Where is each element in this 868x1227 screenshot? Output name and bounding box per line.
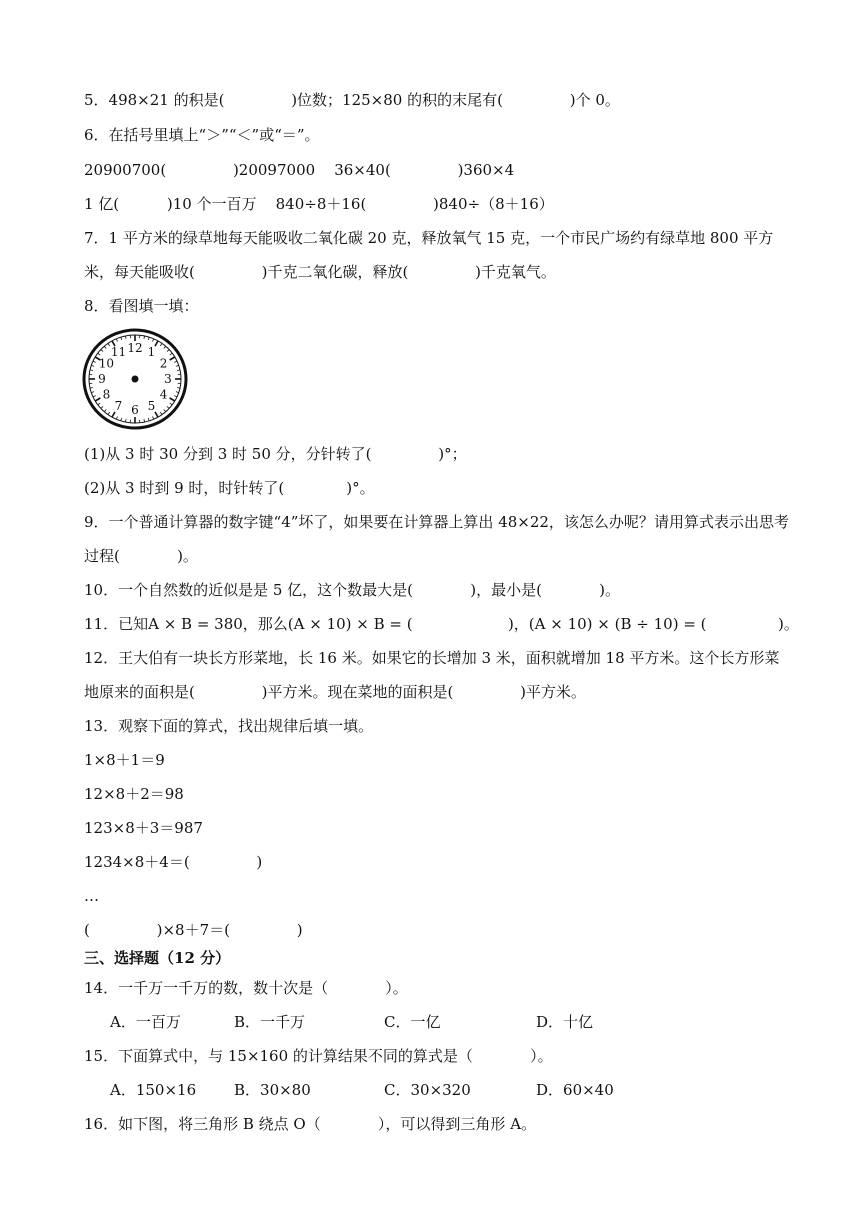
question-5-text: 5．498×21 的积是( )位数；125×80 的积的末尾有( )个 0。 <box>84 91 620 109</box>
pattern-row-2 <box>84 784 184 804</box>
clock-tick <box>108 343 110 345</box>
question-6-row-1-text: 20900700( )20097000 36×40( )360×4 <box>84 161 515 179</box>
clock-number-10: 10 <box>98 356 115 371</box>
clock-tick <box>152 416 153 419</box>
clock-tick <box>91 392 94 393</box>
clock-number-9: 9 <box>98 372 106 386</box>
clock-tick <box>160 412 162 414</box>
clock-number-3: 3 <box>164 372 172 386</box>
question-9-line-2-text: 过程( )。 <box>84 547 198 565</box>
question-12-line-1 <box>84 648 779 668</box>
clock-tick <box>93 361 96 362</box>
clock-tick <box>104 346 106 348</box>
pattern-row-3 <box>84 818 203 838</box>
clock-tick <box>155 412 158 417</box>
q14-option-b[interactable]: B．一千万 <box>234 1013 306 1031</box>
question-8-part-1 <box>84 444 467 464</box>
pattern-ellipsis <box>84 886 99 906</box>
question-9-line-1 <box>84 512 789 532</box>
clock-tick <box>170 403 172 405</box>
clock-tick <box>101 350 103 352</box>
question-6-prompt-text: 6．在括号里填上“＞”“＜”或“＝”。 <box>84 126 320 144</box>
question-11-text: 11．已知A × B = 380，那么(A × 10) × B = ( )，(A × 10) × (B ÷ 10) = ( )。 <box>84 615 799 633</box>
pattern-row-3-text: 123×8＋3＝987 <box>84 819 203 837</box>
clock-tick <box>98 353 100 355</box>
question-8-prompt-text: 8．看图填一填： <box>84 297 199 315</box>
q15-option-b[interactable]: B．30×80 <box>234 1081 311 1099</box>
section-3-heading <box>84 948 230 968</box>
clock-tick <box>116 416 117 419</box>
question-10 <box>84 580 620 600</box>
pattern-row-4-text: 1234×8＋4＝( ) <box>84 853 263 871</box>
question-8-part-1-text: (1)从 3 时 30 分到 3 时 50 分，分针转了( )°； <box>84 445 467 463</box>
pattern-row-7 <box>84 920 303 940</box>
clock-number-4: 4 <box>159 387 168 402</box>
clock-number-7: 7 <box>114 398 123 413</box>
pattern-ellipsis-text: … <box>84 887 99 905</box>
clock-tick <box>101 406 103 408</box>
q15-option-d[interactable]: D．60×40 <box>536 1081 614 1099</box>
question-6-row-2 <box>84 194 554 214</box>
clock-number-6: 6 <box>131 403 139 417</box>
question-14 <box>84 978 408 998</box>
pattern-row-1 <box>84 750 165 770</box>
clock-tick <box>152 339 153 342</box>
clock-tick <box>98 403 100 405</box>
pattern-row-2-text: 12×8＋2＝98 <box>84 785 184 803</box>
clock-tick <box>167 406 169 408</box>
question-7-line-1 <box>84 228 773 248</box>
question-12-line-1-text: 12．王大伯有一块长方形菜地，长 16 米。如果它的长增加 3 米，面积就增加 18 平方米。这个长方形菜 <box>84 649 780 667</box>
clock-tick <box>174 361 177 362</box>
question-16 <box>84 1114 536 1134</box>
question-11 <box>84 614 799 634</box>
question-13-prompt-text: 13．观察下面的算式，找出规律后填一填。 <box>84 717 374 735</box>
clock-tick <box>170 353 172 355</box>
clock-tick <box>170 357 175 360</box>
q15-option-a[interactable]: A．150×16 <box>110 1081 197 1099</box>
question-8-part-2-text: (2)从 3 时到 9 时，时针转了( )°。 <box>84 479 375 497</box>
clock-tick <box>121 337 122 340</box>
clock-tick <box>144 419 145 422</box>
clock-tick <box>116 339 117 342</box>
pattern-row-4 <box>84 852 262 872</box>
clock-tick <box>177 388 180 389</box>
clock-tick <box>90 388 93 389</box>
clock-number-11: 11 <box>110 345 127 360</box>
clock-tick <box>93 396 96 397</box>
question-12-line-2 <box>84 682 586 702</box>
clock-tick <box>91 365 94 366</box>
clock-tick <box>90 370 93 371</box>
pattern-row-7-text: ( )×8＋7＝( ) <box>84 921 303 939</box>
q15-option-c[interactable]: C．30×320 <box>384 1081 471 1099</box>
clock-tick <box>155 341 158 346</box>
question-7-line-1-text: 7．1 平方米的绿草地每天能吸收二氧化碳 20 克，释放氧气 15 克，一个市民广场约有绿草地 800 平方 <box>84 229 774 247</box>
clock-tick <box>176 392 179 393</box>
clock-number-1: 1 <box>147 345 156 360</box>
question-6-row-1 <box>84 160 514 180</box>
question-13-prompt <box>84 716 373 736</box>
clock-number-5: 5 <box>147 398 156 413</box>
clock-tick <box>108 412 110 414</box>
question-9-line-1-text: 9．一个普通计算器的数字键“4”坏了，如果要在计算器上算出 48×22，该怎么办呢？请用算式表示出思考 <box>84 513 789 531</box>
clock-tick <box>177 370 180 371</box>
q14-option-a[interactable]: A．一百万 <box>110 1013 181 1031</box>
clock-tick <box>95 398 100 401</box>
q14-option-d[interactable]: D．十亿 <box>536 1013 594 1031</box>
question-16-text: 16．如下图，将三角形 B 绕点 O（ ），可以得到三角形 A。 <box>84 1115 537 1133</box>
question-10-text: 10．一个自然数的近似是是 5 亿，这个数最大是( )，最小是( )。 <box>84 581 621 599</box>
question-6-row-2-text: 1 亿( )10 个一百万 840÷8＋16( )840÷（8＋16） <box>84 195 554 213</box>
clock-center-dot <box>132 376 139 383</box>
clock-tick <box>125 419 126 422</box>
clock-tick <box>170 398 175 401</box>
clock-tick <box>144 336 145 339</box>
q14-option-c[interactable]: C．一亿 <box>384 1013 441 1031</box>
question-7-line-2 <box>84 262 556 282</box>
clock-tick <box>167 350 169 352</box>
pattern-row-1-text: 1×8＋1＝9 <box>84 751 165 769</box>
clock-tick <box>148 337 149 340</box>
clock-number-8: 8 <box>102 387 111 402</box>
question-5 <box>84 90 620 110</box>
clock-tick <box>164 346 166 348</box>
clock-tick <box>160 343 162 345</box>
question-8-prompt <box>84 296 199 316</box>
question-15 <box>84 1046 553 1066</box>
clock-tick <box>125 336 126 339</box>
clock-tick <box>176 365 179 366</box>
clock-number-2: 2 <box>159 356 168 371</box>
clock-number-12: 12 <box>127 341 143 355</box>
clock-tick <box>148 418 149 421</box>
clock-tick <box>121 418 122 421</box>
question-8-part-2 <box>84 478 375 498</box>
question-15-text: 15．下面算式中，与 15×160 的计算结果不同的算式是（ ）。 <box>84 1047 553 1065</box>
question-14-text: 14．一千万一千万的数，数十次是（ ）。 <box>84 979 408 997</box>
question-9-line-2 <box>84 546 198 566</box>
question-7-line-2-text: 米，每天能吸收( )千克二氧化碳，释放( )千克氧气。 <box>84 263 556 281</box>
clock-tick <box>164 409 166 411</box>
clock-tick <box>174 396 177 397</box>
question-6-prompt <box>84 125 320 145</box>
section-3-heading-text: 三、选择题（12 分） <box>84 949 231 967</box>
question-12-line-2-text: 地原来的面积是( )平方米。现在菜地的面积是( )平方米。 <box>84 683 586 701</box>
clock-tick <box>104 409 106 411</box>
clock-face-figure <box>82 328 188 430</box>
